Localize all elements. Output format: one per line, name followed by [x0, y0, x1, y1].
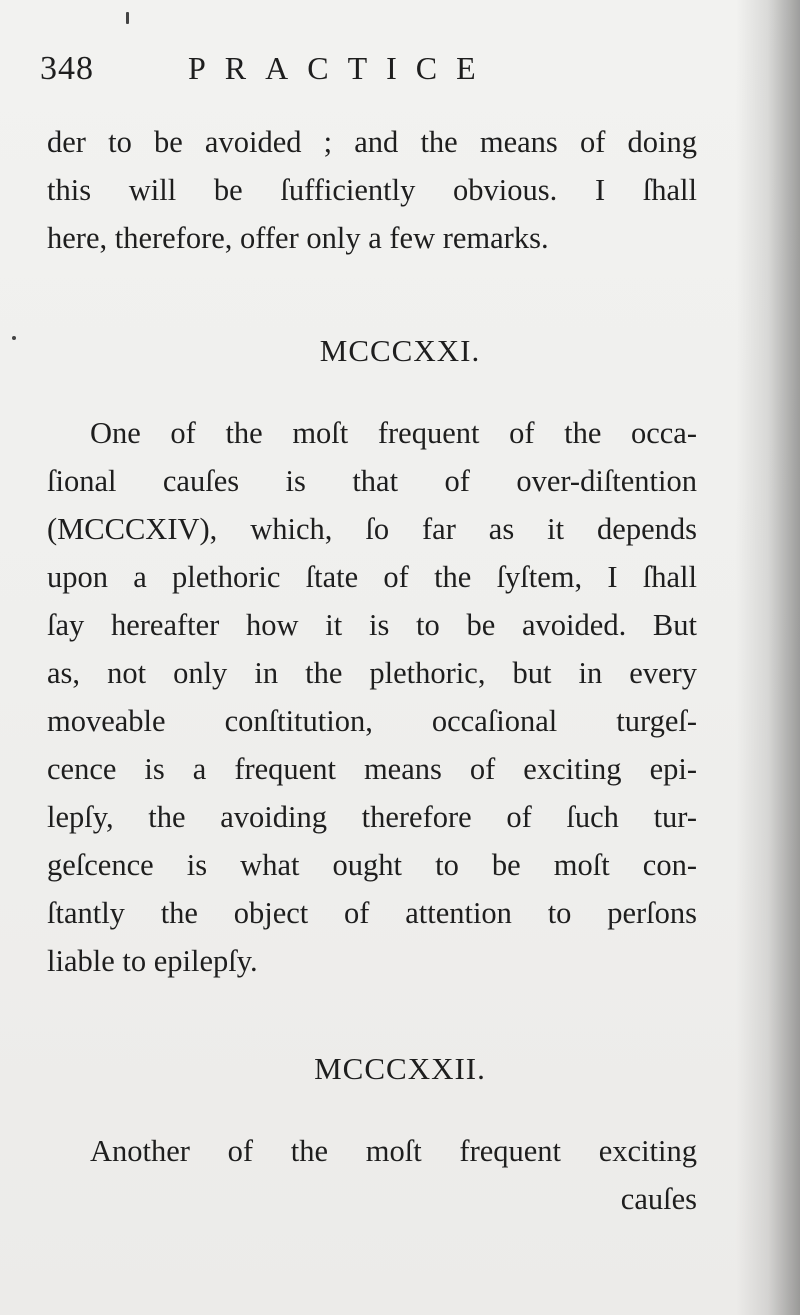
text-line: as, not only in the plethoric, but in every	[47, 656, 697, 690]
text-line: liable to epilepſy.	[47, 944, 258, 978]
text-line: moveable conſtitution, occaſional turgeſ-	[47, 704, 697, 738]
text-line: lepſy, the avoiding therefore of ſuch tur-	[47, 800, 697, 834]
section-heading: MCCCXXI.	[319, 333, 481, 368]
text-line: this will be ſufficiently obvious. I ſhall	[47, 173, 697, 207]
text-line: ſional cauſes is that of over-diſtention	[47, 464, 697, 498]
text-line: geſcence is what ought to be moſt con-	[47, 848, 697, 882]
running-head: PRACTICE	[188, 50, 495, 86]
catchword: cauſes	[620, 1182, 697, 1216]
page-header	[40, 50, 740, 100]
text-line: One of the moſt frequent of the occa-	[90, 416, 697, 450]
text-line: der to be avoided ; and the means of doing	[47, 125, 697, 159]
page-number: 348	[40, 50, 94, 87]
text-line: ſtantly the object of attention to perſons	[47, 896, 697, 930]
text-line: cence is a frequent means of exciting epi-	[47, 752, 697, 786]
text-line: here, therefore, offer only a few remarks.	[47, 221, 549, 255]
section-heading: MCCCXXII.	[314, 1051, 486, 1086]
text-line: ſay hereafter how it is to be avoided. But	[47, 608, 697, 642]
text-line: upon a plethoric ſtate of the ſyſtem, I ſhall	[47, 560, 697, 594]
text-line: Another of the moſt frequent exciting	[90, 1134, 697, 1168]
text-line: (MCCCXIV), which, ſo far as it depends	[47, 512, 697, 546]
ink-speck	[126, 12, 129, 24]
